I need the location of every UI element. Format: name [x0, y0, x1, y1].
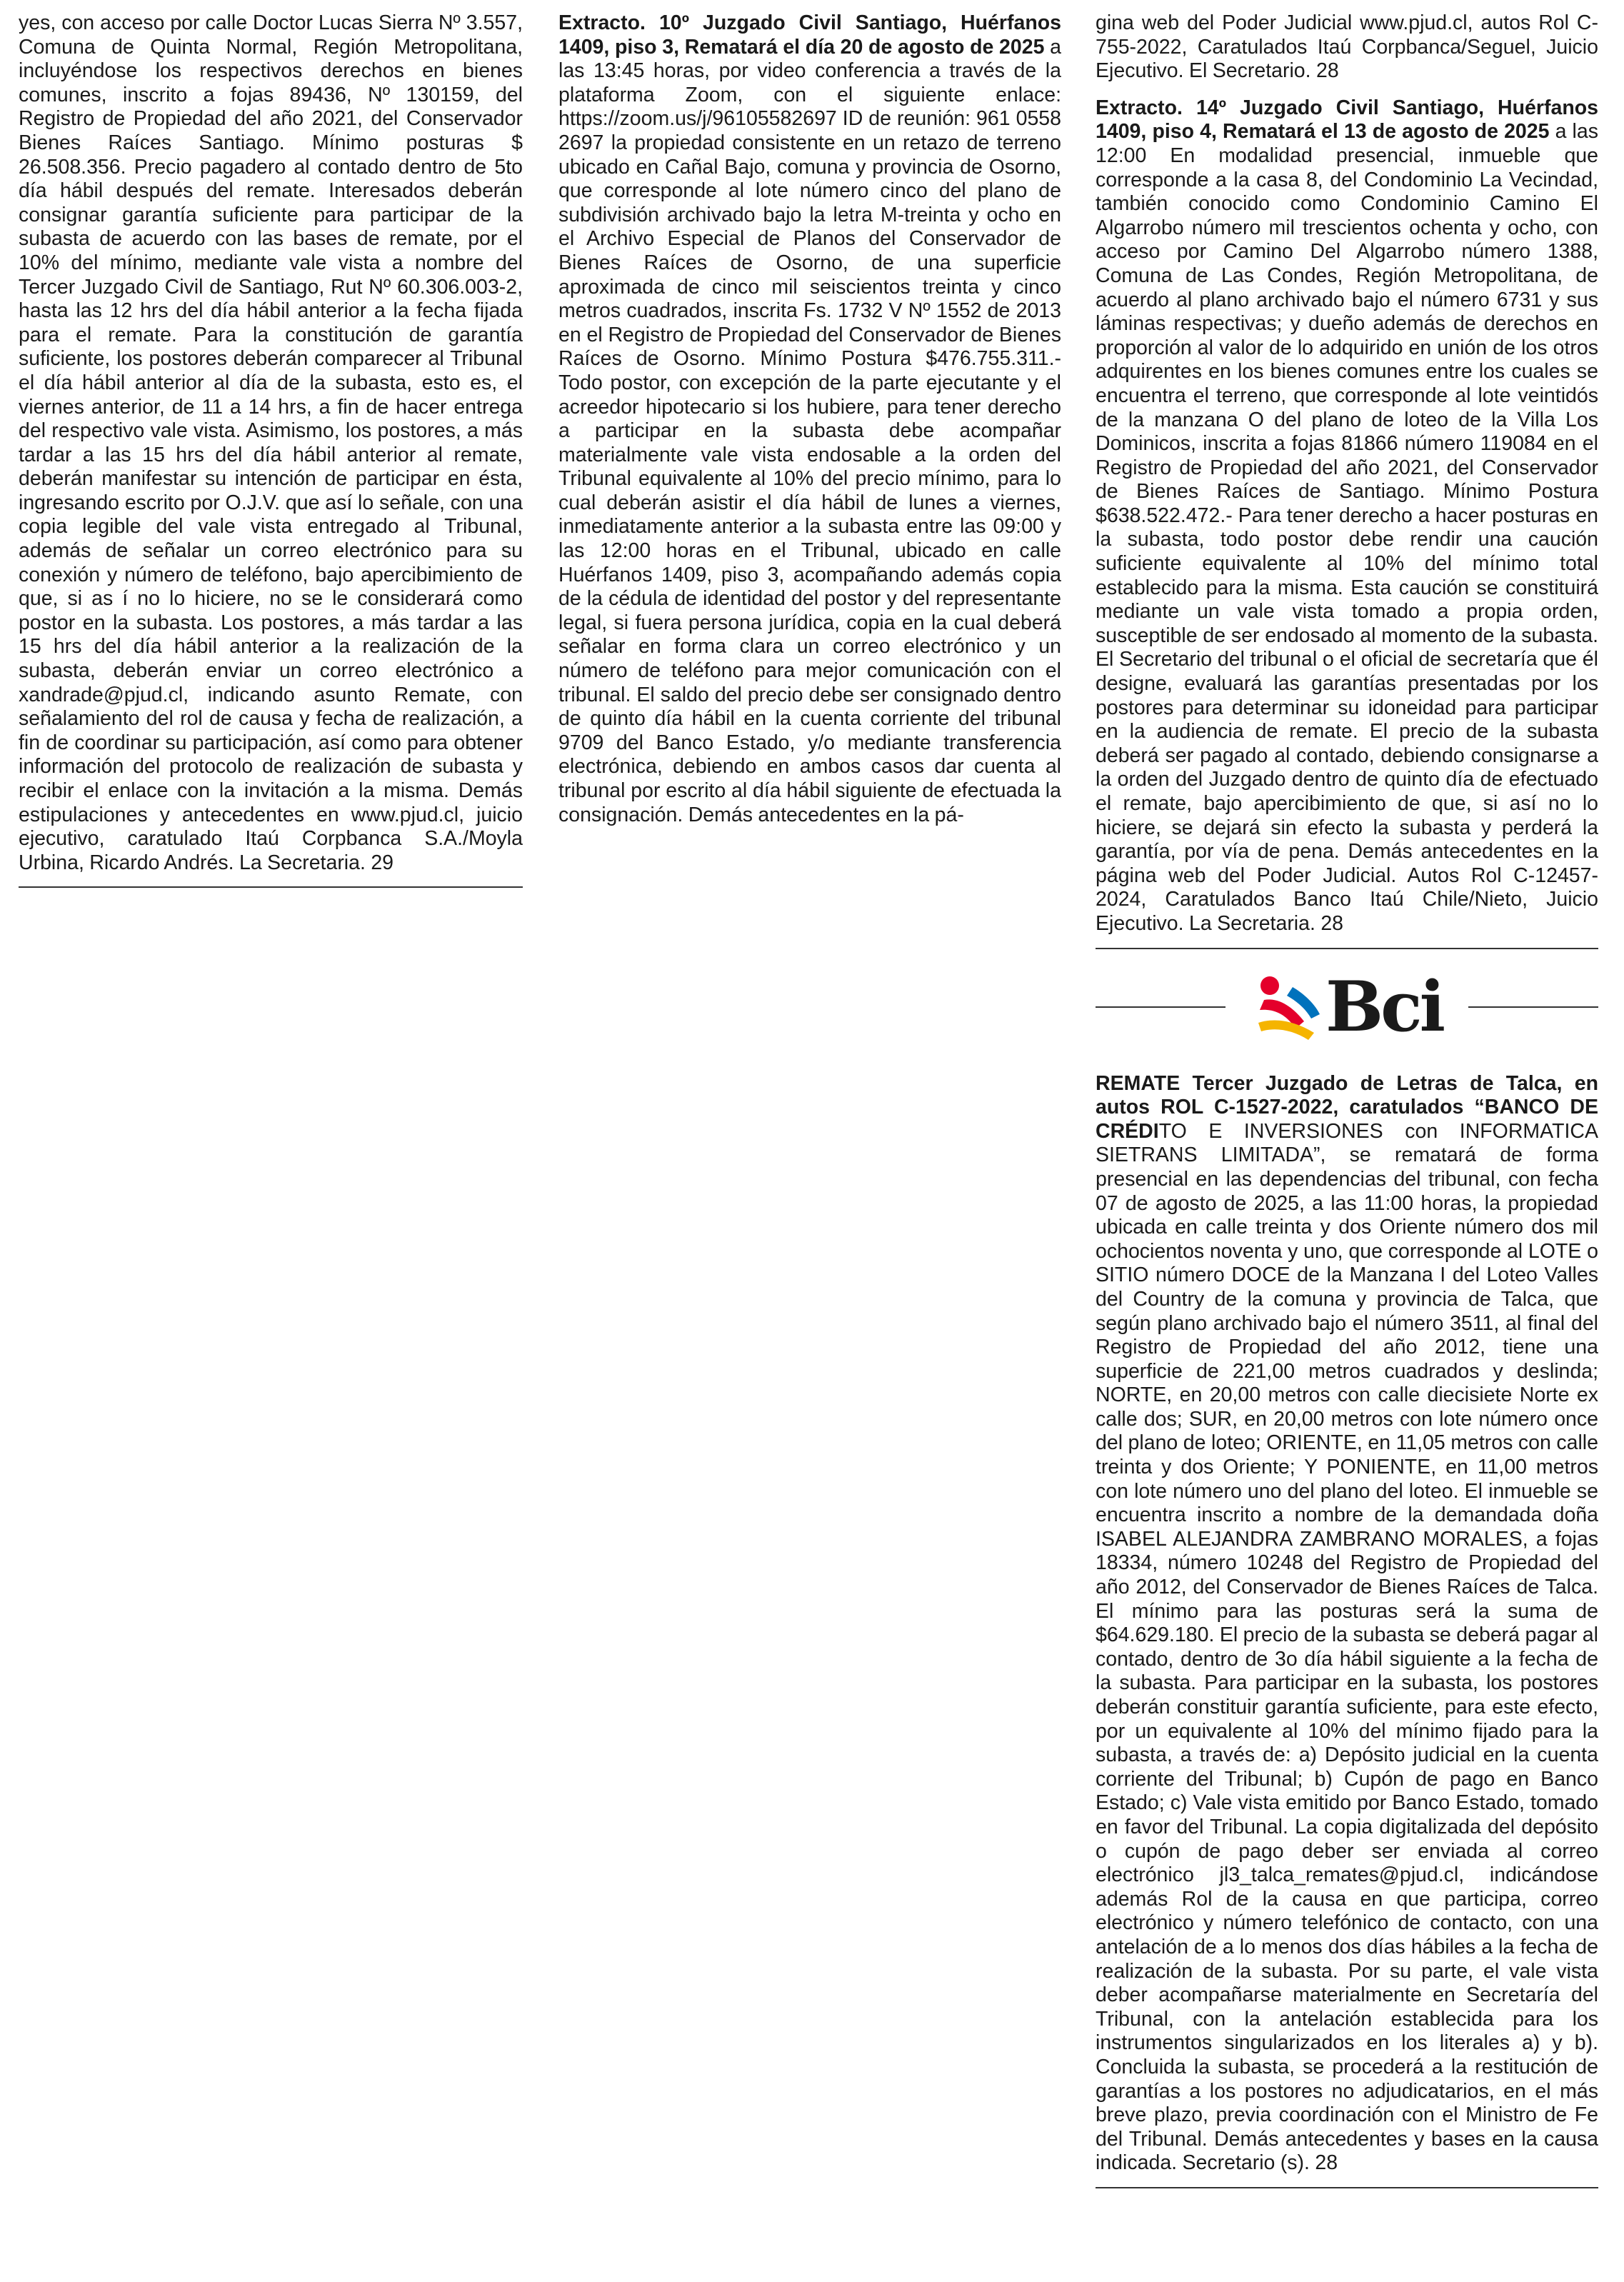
- column-right: [1096, 11, 1598, 2200]
- spacer: [1096, 84, 1598, 96]
- bci-logo-banner: [1096, 968, 1598, 1046]
- notice-14-juzgado-civil: [1096, 96, 1598, 936]
- notice-body: a las 12:00 En modalidad presencial, inmueble que corresponde a la casa 8, del Condominio La Vecindad, también conocido como Condominio Camino El Algarrobo número mil trescientos ochenta y ocho, con acceso por Camino Del Algarrobo número 1388, Comuna de Las Condes, Región Metropolitana, de acuerdo al plano archivado bajo el número 6731 y sus láminas respectivas; y dueño además de derechos en proporción al valor de lo adquirido en unión de los otros adquirentes en los bienes comunes entre los cuales se encuentra el terreno, que corresponde al lote veintidós de la manzana O del plano de loteo de la Villa Los Dominicos, inscrita a fojas 81866 número 119084 en el Registro de Propiedad del año 2021, del Conservador de Bienes Raíces de Santiago. Mínimo Postura $638.522.472.- Para tener derecho a hacer posturas en la subasta, todo postor debe rendir una caución suficiente equivalente al 10% del mínimo total establecido para la misma. Esta caución se constituirá mediante un vale vista tomado a propia orden, susceptible de ser endosado al momento de la subasta. El Secretario del tribunal o el oficial de secretaría que él designe, evaluará las garantías presentadas por los postores para determinar su idoneidad para participar en la audiencia de remate. El precio de la subasta deberá ser pagado al contado, debiendo consignarse a la orden del Juzgado dentro de quinto día de efectuado el remate, bajo apercibimiento de que, si así no lo hiciere, se dejará sin efecto la subasta y perderá la garantía, por vía de pena. Demás antecedentes en la página web del Poder Judicial. Autos Rol C-12457-2024, Caratulados Banco Itaú Chile/Nieto, Juicio Ejecutivo. La Secretaria. 28: [1096, 120, 1598, 935]
- column-left: [19, 11, 523, 899]
- notice-heading: Extracto. 10º Juzgado Civil Santiago, Huérfanos 1409, piso 3, Rematará el día 20 de agosto de 2025: [558, 11, 1061, 59]
- logo-rule-left: [1096, 1006, 1225, 1008]
- bci-logo: [1251, 966, 1443, 1047]
- bci-logo-text: Bci: [1325, 966, 1443, 1047]
- notice-separator: [1096, 2187, 1598, 2188]
- column-middle: [558, 11, 1061, 827]
- notice-body: yes, con acceso por calle Doctor Lucas Sierra Nº 3.557, Comuna de Quinta Normal, Región Metropolitana, incluyéndose los respectivos derechos en bienes comunes, inscrito a fojas 89436, Nº 130159, del Registro de Propiedad del año 2021, del Conservador Bienes Raíces Santiago. Mínimo posturas $ 26.508.356. Precio pagadero al contado dentro de 5to día hábil después del remate. Interesados deberán consignar garantía suficiente para participar de la subasta de acuerdo con las bases de remate, por el 10% del mínimo, mediante vale vista a nombre del Tercer Juzgado Civil de Santiago, Rut Nº 60.306.003-2, hasta las 12 hrs del día hábil anterior a la fecha fijada para el remate. Para la constitución de garantía suficiente, los postores deberán comparecer al Tribunal el día hábil anterior al día de la subasta, esto es, el viernes anterior, de 11 a 14 hrs, a fin de hacer entrega del respectivo vale vista. Asimismo, los postores, a más tardar a las 15 hrs del día hábil anterior al remate, deberán manifestar su intención de participar en ésta, ingresando escrito por O.J.V. que así lo señale, con una copia legible del vale vista entregado al Tribunal, además de señalar un correo electrónico para su conexión y número de teléfono, bajo apercibimiento de que, si as í no lo hiciere, no se le considerará como postor en la subasta. Los postores, a más tardar a las 15 hrs del día hábil anterior a la realización de la subasta, deberán enviar un correo electrónico a xandrade@pjud.cl, indicando asunto Remate, con señalamiento del rol de causa y fecha de realización, a fin de coordinar su participación, así como para obtener información del protocolo de realización de subasta y recibir el enlace con la invitación a la misma. Demás estipulaciones y antecedentes en www.pjud.cl, juicio ejecutivo, caratulado Itaú Corpbanca S.A./Moyla Urbina, Ricardo Andrés. La Secretaria. 29: [19, 11, 523, 874]
- notice-separator: [19, 886, 523, 888]
- bci-logo-mark-icon: [1251, 971, 1325, 1043]
- notice-remate-talca: [1096, 1072, 1598, 2176]
- notice-body: a las 13:45 horas, por video conferencia a través de la plataforma Zoom, con el siguiente enlace: https://zoom.us/j/96105582697 ID de reunión: 961 0558 2697 la propiedad consistente en un retazo de terreno ubicado en Cañal Bajo, comuna y provincia de Osorno, que corresponde al lote número cinco del plano de subdivisión archivado bajo la letra M-treinta y ocho en el Archivo Especial de Planos del Conservador de Bienes Raíces de Osorno, de una superficie aproximada de cinco mil seiscientos treinta y cinco metros cuadrados, inscrita Fs. 1732 V Nº 1552 de 2013 en el Registro de Propiedad del Conservador de Bienes Raíces de Osorno. Mínimo Postura $476.755.311.- Todo postor, con excepción de la parte ejecutante y el acreedor hipotecario si los hubiere, para tener derecho a participar en la subasta debe acompañar materialmente vale vista endosable a la orden del Tribunal equivalente al 10% del precio mínimo, para lo cual deberán asistir el día hábil de lunes a viernes, inmediatamente anterior a la subasta entre las 09:00 y las 12:00 horas en el Tribunal, ubicado en calle Huérfanos 1409, piso 3, acompañando además copia de la cédula de identidad del postor y del representante legal, si fuera persona jurídica, copia en la cual deberá señalar en forma clara un correo electrónico y un número de teléfono para mejor comunicación con el tribunal. El saldo del precio debe ser consignado dentro de quinto día hábil en la cuenta corriente del tribunal 9709 del Banco Estado, y/o mediante transferencia electrónica, debiendo en ambos casos dar cuenta al tribunal por escrito al día hábil siguiente de efectuada la consignación. Demás antecedentes en la pá-: [558, 35, 1061, 826]
- notice-body: gina web del Poder Judicial www.pjud.cl, autos Rol C-755-2022, Caratulados Itaú Corpbanca/Seguel, Juicio Ejecutivo. El Secretario. 28: [1096, 11, 1598, 83]
- notice-remate-quinta-normal: [19, 11, 523, 875]
- notice-heading: Extracto. 14º Juzgado Civil Santiago, Huérfanos 1409, piso 4, Rematará el 13 de agosto de 2025: [1096, 96, 1598, 144]
- notice-10-juzgado-civil-continued: [1096, 11, 1598, 84]
- notice-separator: [1096, 948, 1598, 949]
- notice-10-juzgado-civil: [558, 11, 1061, 827]
- logo-rule-right: [1468, 1006, 1598, 1008]
- notice-body: TO E INVERSIONES con INFORMATICA SIETRANS LIMITADA”, se rematará de forma presencial en las dependencias del tribunal, con fecha 07 de agosto de 2025, a las 11:00 horas, la propiedad ubicada en calle treinta y dos Oriente número dos mil ochocientos noventa y uno, que corresponde al LOTE o SITIO número DOCE de la Manzana I del Loteo Valles del Country de la comuna y provincia de Talca, que según plano archivado bajo el número 3511, al final del Registro de Propiedad del año 2012, tiene una superficie de 221,00 metros cuadrados y deslinda; NORTE, en 20,00 metros con calle diecisiete Norte ex calle dos; SUR, en 20,00 metros con lote número once del plano de loteo; ORIENTE, en 11,05 metros con calle treinta y dos Oriente; Y PONIENTE, en 11,00 metros con lote número uno del plano del loteo. El inmueble se encuentra inscrito a nombre de la demandada doña ISABEL ALEJANDRA ZAMBRANO MORALES, a fojas 18334, número 10248 del Registro de Propiedad del año 2012, del Conservador de Bienes Raíces de Talca. El mínimo para las posturas será la suma de $64.629.180. El precio de la subasta se deberá pagar al contado, dentro de 3o día hábil siguiente a la fecha de la subasta. Para participar en la subasta, los postores deberán constituir garantía suficiente, para este efecto, por un equivalente al 10% del mínimo fijado para la subasta, a través de: a) Depósito judicial en la cuenta corriente del Tribunal; b) Cupón de pago en Banco Estado; c) Vale vista emitido por Banco Estado, tomado en favor del Tribunal. La copia digitalizada del depósito o cupón de pago deber ser enviada al correo electrónico jl3_talca_remates@pjud.cl, indicándose además Rol de la causa en que participa, correo electrónico y número telefónico de contacto, con una antelación de a lo menos dos días hábiles a la fecha de realización de la subasta. Por su parte, el vale vista deber acompañarse materialmente en Secretaría del Tribunal, con la antelación establecida para los instrumentos singularizados en los literales a) y b). Concluida la subasta, se procederá a la restitución de garantías a los postores no adjudicatarios, en el más breve plazo, previa coordinación con el Ministro de Fe del Tribunal. Demás antecedentes y bases en la causa indicada. Secretario (s). 28: [1096, 1119, 1598, 2175]
- notice-heading: REMATE Tercer Juzgado de Letras de Talca, en autos ROL C-1527-2022, caratulados “BANCO DE CRÉDI: [1096, 1071, 1598, 1143]
